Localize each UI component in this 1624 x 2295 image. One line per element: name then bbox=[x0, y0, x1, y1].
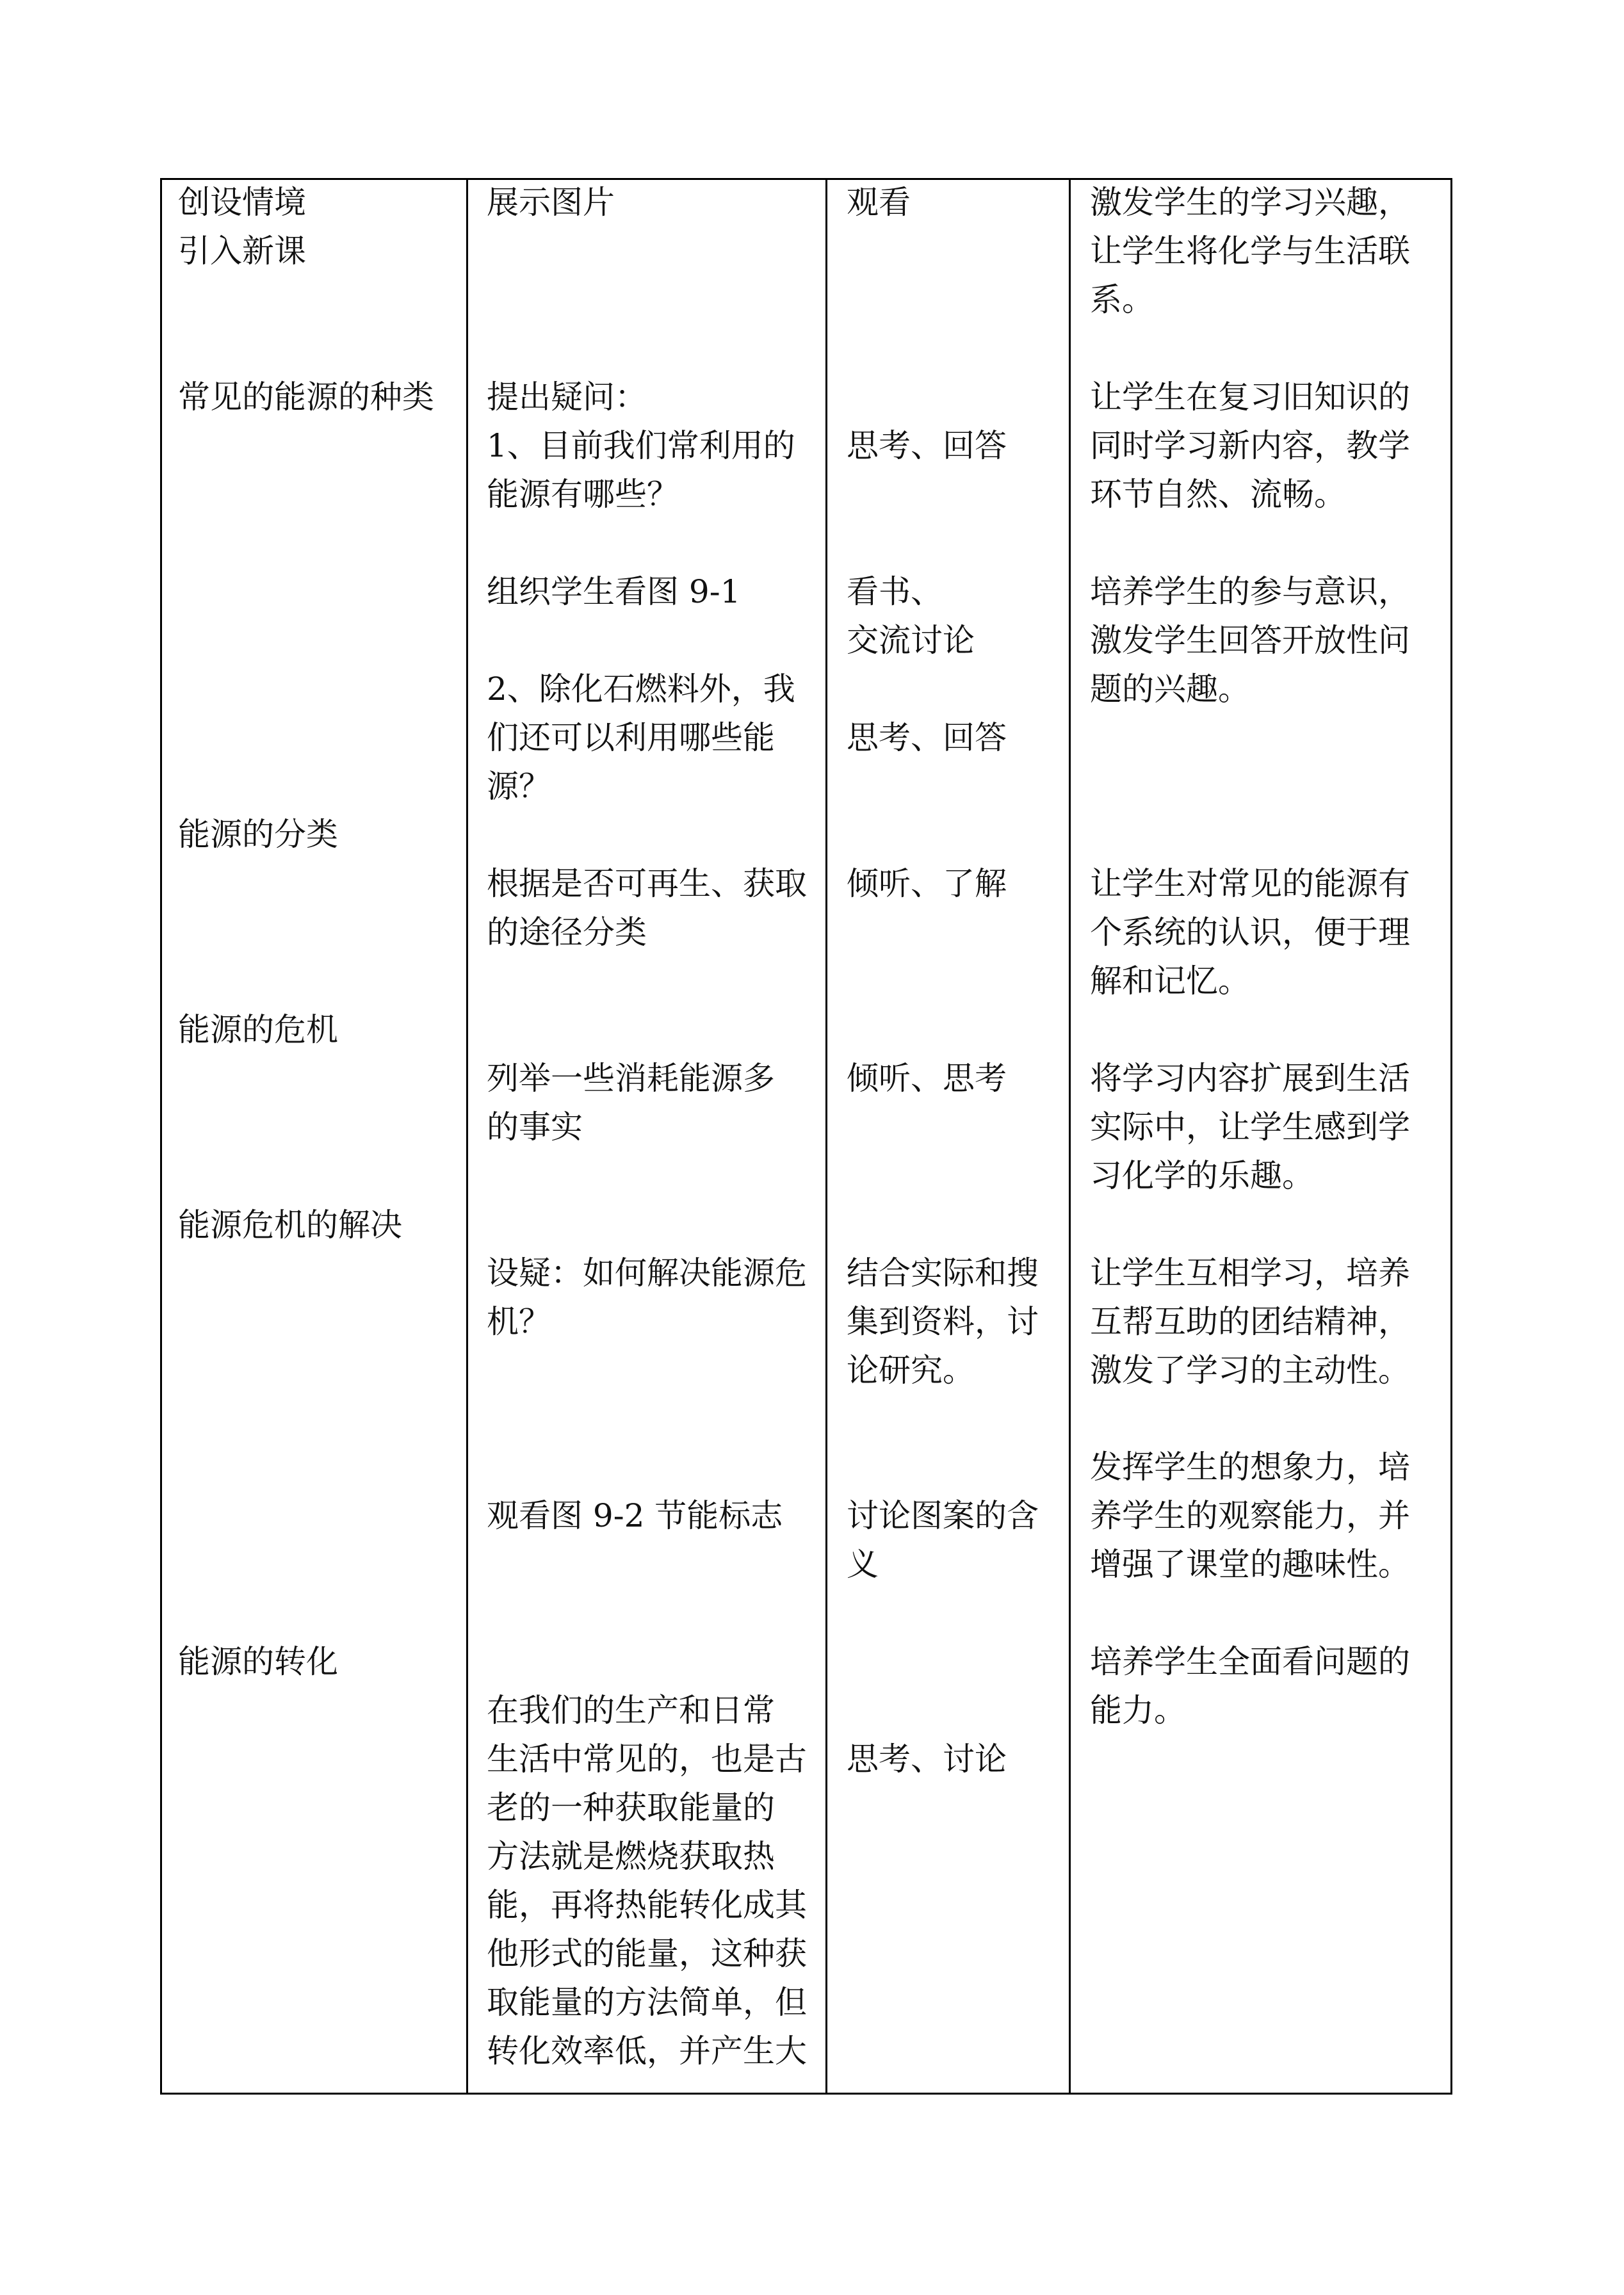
text-line: 能源有哪些？ bbox=[487, 476, 679, 513]
text-line: 让学生对常见的能源有 bbox=[1090, 865, 1410, 902]
student-activity bbox=[847, 567, 975, 665]
text-line: 激发学生回答开放性问 bbox=[1090, 622, 1410, 659]
text-line: 倾听、思考 bbox=[847, 1060, 1007, 1097]
text-line: 2、除化石燃料外，我 bbox=[487, 670, 795, 708]
text-line: 老的一种获取能量的 bbox=[487, 1789, 775, 1826]
design-intent bbox=[1090, 1637, 1410, 1735]
text-line: 能，再将热能转化成其 bbox=[487, 1886, 807, 1924]
text-line: 养学生的观察能力，并 bbox=[1090, 1497, 1410, 1534]
text-line: 思考、讨论 bbox=[847, 1740, 1007, 1778]
design-intent bbox=[1090, 373, 1410, 519]
text-line: 实际中，让学生感到学 bbox=[1090, 1108, 1410, 1146]
design-intent bbox=[1090, 1249, 1410, 1395]
student-activity bbox=[847, 713, 1007, 762]
stage-energy-classification bbox=[178, 810, 338, 859]
text-line: 义 bbox=[847, 1546, 879, 1583]
student-activity bbox=[847, 1735, 1007, 1783]
text-line: 让学生互相学习，培养 bbox=[1090, 1254, 1410, 1292]
text-line: 机？ bbox=[487, 1303, 551, 1340]
student-activity bbox=[847, 1491, 1039, 1589]
text-line: 同时学习新内容，教学 bbox=[1090, 427, 1410, 464]
stage-energy-types bbox=[178, 373, 434, 421]
text-line: 集到资料，讨 bbox=[847, 1303, 1039, 1340]
text-line: 转化效率低，并产生大 bbox=[487, 2032, 807, 2070]
text-line: 环节自然、流畅。 bbox=[1090, 476, 1346, 513]
column-divider bbox=[1069, 180, 1071, 2093]
text-line: 取能量的方法简单，但 bbox=[487, 1984, 807, 2021]
text-line: 培养学生的参与意识， bbox=[1090, 573, 1410, 610]
stage-energy-conversion bbox=[178, 1637, 338, 1686]
text-line: 论研究。 bbox=[847, 1352, 975, 1389]
text-line: 习化学的乐趣。 bbox=[1090, 1157, 1314, 1194]
text-line: 能源的危机 bbox=[178, 1011, 338, 1048]
column-divider bbox=[825, 180, 827, 2093]
text-line: 能源的分类 bbox=[178, 816, 338, 853]
stage-intro bbox=[178, 178, 306, 275]
text-line: 他形式的能量，这种获 bbox=[487, 1935, 807, 1972]
text-line: 能源的转化 bbox=[178, 1643, 338, 1680]
teacher-activity bbox=[487, 665, 795, 811]
text-line: 发挥学生的想象力，培 bbox=[1090, 1448, 1410, 1486]
teacher-activity bbox=[487, 859, 807, 957]
text-line: 设疑：如何解决能源危 bbox=[487, 1254, 807, 1292]
text-line: 组织学生看图 9-1 bbox=[487, 573, 741, 610]
text-line: 系。 bbox=[1090, 281, 1154, 318]
teacher-activity bbox=[487, 567, 740, 616]
student-activity bbox=[847, 859, 1007, 908]
column-divider bbox=[466, 180, 468, 2093]
text-line: 方法就是燃烧获取热 bbox=[487, 1838, 775, 1875]
text-line: 题的兴趣。 bbox=[1090, 670, 1250, 708]
design-intent bbox=[1090, 859, 1410, 1005]
student-activity bbox=[847, 178, 911, 227]
text-line: 思考、回答 bbox=[847, 719, 1007, 756]
teacher-activity bbox=[487, 373, 795, 519]
text-line: 引入新课 bbox=[178, 232, 306, 270]
teacher-activity bbox=[487, 1054, 775, 1151]
text-line: 解和记忆。 bbox=[1090, 962, 1250, 1000]
text-line: 交流讨论 bbox=[847, 622, 975, 659]
text-line: 1、目前我们常利用的 bbox=[487, 427, 795, 464]
teacher-activity bbox=[487, 1491, 783, 1540]
student-activity bbox=[847, 1054, 1007, 1103]
text-line: 结合实际和搜 bbox=[847, 1254, 1039, 1292]
design-intent bbox=[1090, 1443, 1410, 1589]
text-line: 常见的能源的种类 bbox=[178, 378, 434, 416]
text-line: 让学生将化学与生活联 bbox=[1090, 232, 1410, 270]
stage-energy-crisis bbox=[178, 1005, 338, 1054]
text-line: 在我们的生产和日常 bbox=[487, 1692, 775, 1729]
text-line: 创设情境 bbox=[178, 184, 306, 221]
stage-crisis-solution bbox=[178, 1201, 402, 1249]
text-line: 将学习内容扩展到生活 bbox=[1090, 1060, 1410, 1097]
student-activity bbox=[847, 1249, 1039, 1395]
text-line: 能源危机的解决 bbox=[178, 1206, 402, 1244]
text-line: 增强了课堂的趣味性。 bbox=[1090, 1546, 1410, 1583]
teacher-activity bbox=[487, 1686, 807, 2075]
text-line: 个系统的认识，便于理 bbox=[1090, 914, 1410, 951]
text-line: 源？ bbox=[487, 768, 551, 805]
text-line: 根据是否可再生、获取 bbox=[487, 865, 807, 902]
text-line: 的途径分类 bbox=[487, 914, 647, 951]
design-intent bbox=[1090, 1054, 1410, 1200]
text-line: 们还可以利用哪些能 bbox=[487, 719, 775, 756]
text-line: 激发学生的学习兴趣， bbox=[1090, 184, 1410, 221]
text-line: 列举一些消耗能源多 bbox=[487, 1060, 775, 1097]
design-intent bbox=[1090, 178, 1410, 324]
text-line: 激发了学习的主动性。 bbox=[1090, 1352, 1410, 1389]
student-activity bbox=[847, 421, 1007, 470]
text-line: 能力。 bbox=[1090, 1692, 1186, 1729]
text-line: 展示图片 bbox=[487, 184, 615, 221]
text-line: 思考、回答 bbox=[847, 427, 1007, 464]
text-line: 的事实 bbox=[487, 1108, 583, 1146]
text-line: 让学生在复习旧知识的 bbox=[1090, 378, 1410, 416]
teacher-activity bbox=[487, 178, 615, 227]
design-intent bbox=[1090, 567, 1410, 713]
text-line: 培养学生全面看问题的 bbox=[1090, 1643, 1410, 1680]
text-line: 倾听、了解 bbox=[847, 865, 1007, 902]
text-line: 讨论图案的含 bbox=[847, 1497, 1039, 1534]
text-line: 观看图 9-2 节能标志 bbox=[487, 1497, 783, 1534]
text-line: 看书、 bbox=[847, 573, 943, 610]
teacher-activity bbox=[487, 1249, 807, 1346]
text-line: 提出疑问： bbox=[487, 378, 647, 416]
text-line: 互帮互助的团结精神， bbox=[1090, 1303, 1410, 1340]
text-line: 观看 bbox=[847, 184, 911, 221]
text-line: 生活中常见的，也是古 bbox=[487, 1740, 807, 1778]
